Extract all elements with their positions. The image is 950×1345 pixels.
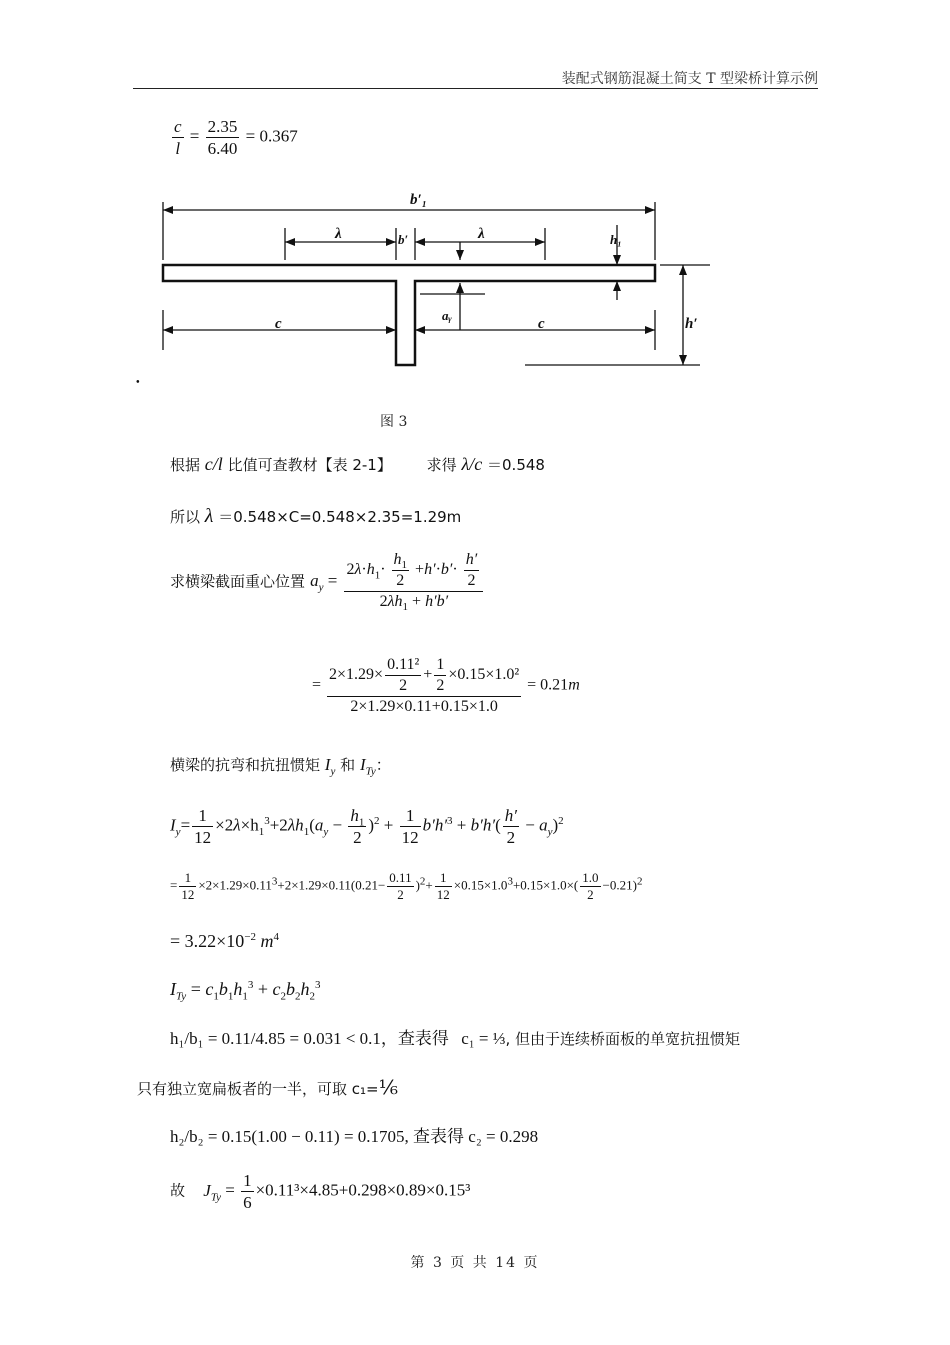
lambda-line: 所以 λ ＝0.548×C=0.548×2.35=1.29m [170,505,462,527]
lookup-line: 根据 c/l 比值可查教材【表 2-1】 求得 λ/c ＝0.548 [170,454,545,474]
ity-formula: $I_{Ty} = c_1b_1h_1^3 + c_2b_2h_2^3$ [170,979,321,1003]
centroid-numeric: = 2×1.29× $\frac{\text{0.11²}}{2}$ + $\frac{1}{2}$ ×0.15×1.0² 2×1.29×0.11+0.15×1.0 = 0.21m [312,656,580,715]
iy-result: = $3.22\times 10^{-2}$ $m^4$ [170,931,280,951]
page-footer: 第 3 页 共 14 页 [410,1255,540,1271]
label-h1: h₁ [610,232,622,247]
label-b1: b′₁ [410,192,427,208]
centroid-formula: 求横梁截面重心位置 $a_y$ = $2\lambda\cdot h_1\cdot$ $\frac{h_1}{2}$ +h′·b′· $\frac{h'}{2}$ $2\lambda h_1 + h'b'$ [170,550,485,612]
iy-symbolic: $I_y=$ $\frac{1}{12}$ $\times 2\lambda\times h_1^3+2\lambda h_1(a_y$ − $\frac{h_1}{2}$ )$^2$ + $\frac{1}{12}$ $b'h'^3 + b'h'$( $\frac{h'}{2}$ − $a_y)^2$ [170,806,564,848]
header-rule [133,88,818,89]
page-header: 装配式钢筋混凝土简支 T 型梁桥计算示例 [561,71,818,87]
label-lambda-right: λ [478,226,485,242]
label-lambda-left: λ [335,226,342,242]
figure-mark: • [136,377,140,388]
label-c-left: c [275,316,282,332]
figure-caption: 图 3 [380,414,408,430]
t-section-figure [130,180,710,395]
torsion-line-3: h₂/b₂ = 0.15(1.00 − 0.11) = 0.1705, 查表得 c₂ = 0.298 [170,1127,539,1146]
iy-substitution: = $\frac{1}{12}$ $\times 2\times 1.29\times 0.11^3+2\times 1.29\times 0.11(0.21-$ $\frac{0.11}{2}$ )$^2$+ $\frac{1}{12}$ $\times 0.15\times 1.0^3+0.15\times 1.0\times$( $\frac{1.0}{2}$ −0.21)$^2$ [170,870,643,903]
final-formula: 故 $J_{Ty}$ = $\frac{1}{6}$ ×0.11³×4.85+0.298×0.89×0.15³ [170,1171,471,1213]
eq-c-over-l: $\frac{c}{l}$ = $\frac{2.35}{6.40}$ = 0.367 [174,117,298,159]
label-hprime: h′ [685,316,698,332]
label-bprime: b′ [398,232,409,247]
torsion-line-2: 只有独立宽扁板者的一半，可取 c₁=⅙ [137,1077,398,1099]
label-c-right: c [538,316,545,332]
label-ay: aᵧ [442,308,452,323]
inertia-intro: 横梁的抗弯和抗扭惯矩 $I_y$ 和 $I_{Ty}$： [170,755,391,778]
torsion-line-1: h₁/b₁ = 0.11/4.85 = 0.031 < 0.1，查表得 c₁ = ⅓, 但由于连续桥面板的单宽抗扭惯矩 [170,1029,741,1048]
